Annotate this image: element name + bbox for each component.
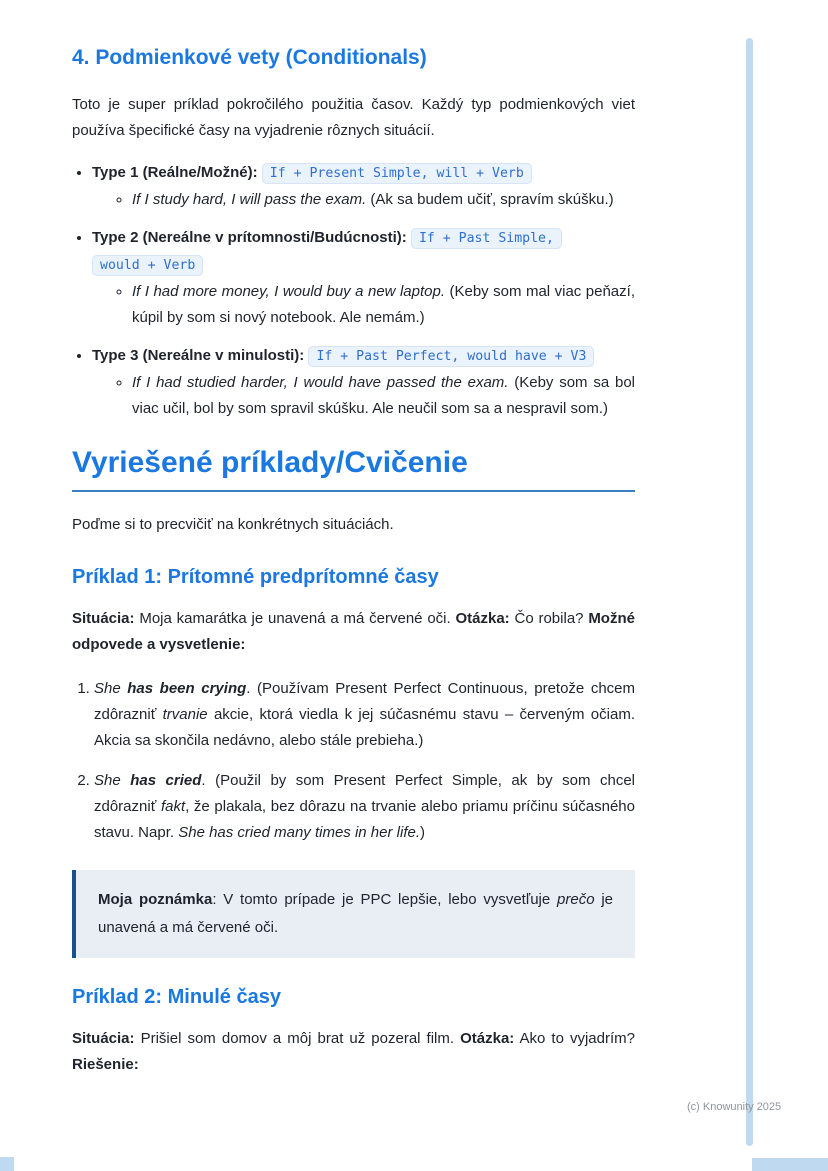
list-item-example xyxy=(132,187,635,213)
practice-intro-paragraph: Poďme si to precvičiť na konkrétnych situáciách. xyxy=(72,516,394,533)
answer-item-1 xyxy=(94,676,635,754)
conditional-type-line: • Type 2 (Nereálne v prítomnosti/Budúcnosti): If + Past Simple, would + Verb xyxy=(92,225,635,279)
list-item-example xyxy=(132,279,635,331)
list-item-example xyxy=(132,370,635,422)
example1-situation-paragraph: Situácia: Moja kamarátka je unavená a má červené oči. Otázka: Čo robila? Možné odpovede a vysvetlenie: xyxy=(72,610,635,653)
note-callout xyxy=(72,870,635,958)
example-sublist xyxy=(92,370,635,422)
page-edge-strip-bottom-right xyxy=(752,1158,828,1171)
list-item-type2 xyxy=(92,225,635,331)
example2-situation-paragraph: Situácia: Prišiel som domov a môj brat už pozeral film. Otázka: Ako to vyjadrím? Riešenie: xyxy=(72,1030,635,1073)
conditionals-intro-paragraph: Toto je super príklad pokročilého použitia časov. Každý typ podmienkových viet používa špecifické časy na vyjadrenie rôznych situácií. xyxy=(72,96,635,139)
example-sublist xyxy=(92,279,635,331)
conditional-types-list xyxy=(72,160,635,422)
conditional-type-line: • Type 1 (Reálne/Možné): If + Present Simple, will + Verb xyxy=(92,160,635,187)
example-line: ◦ If I had more money, I would buy a new laptop. (Keby som mal viac peňazí, kúpil by som si nový notebook. Ale nemám.) xyxy=(132,283,635,326)
list-item-type1 xyxy=(92,160,635,213)
section-heading-example1: Príklad 1: Prítomné predprítomné časy xyxy=(72,566,439,588)
page-edge-corner-bottom-left xyxy=(0,1157,14,1171)
note-text: Moja poznámka: V tomto prípade je PPC lepšie, lebo vysvetľuje prečo je unavená a má červené oči. xyxy=(98,891,613,936)
section-heading-conditionals: 4. Podmienkové vety (Conditionals) xyxy=(72,46,427,69)
example-line: ◦ If I study hard, I will pass the exam. (Ak sa budem učiť, spravím skúšku.) xyxy=(132,191,614,208)
answer-item-2 xyxy=(94,768,635,846)
answer-text: 1. She has been crying. (Používam Present Perfect Continuous, pretože chcem zdôrazniť trvanie akcie, ktorá viedla k jej súčasnému stavu – červeným očiam. Akcia sa skončila nedávno, alebo stále prebieha.) xyxy=(94,680,636,749)
page-title-solved-examples: Vyriešené príklady/Cvičenie xyxy=(72,446,635,492)
conditional-type-line: • Type 3 (Nereálne v minulosti): If + Past Perfect, would have + V3 xyxy=(92,343,635,370)
answers-list xyxy=(72,676,635,846)
answer-text: 2. She has cried. (Použil by som Present Perfect Simple, ak by som chcel zdôrazniť fakt, že plakala, bez dôrazu na trvanie alebo priamu príčinu súčasného stavu. Napr. She has cried many times in her life.) xyxy=(94,772,635,841)
page-edge-strip-right xyxy=(746,38,753,1146)
example-sublist xyxy=(92,187,635,213)
section-heading-example2: Príklad 2: Minulé časy xyxy=(72,986,281,1008)
list-item-type3 xyxy=(92,343,635,422)
document-content xyxy=(72,0,635,1078)
watermark: (c) Knowunity 2025 xyxy=(687,1101,782,1113)
example-line: ◦ If I had studied harder, I would have passed the exam. (Keby som sa bol viac učil, bol by som spravil skúšku. Ale neučil som sa a nespravil som.) xyxy=(132,374,635,417)
